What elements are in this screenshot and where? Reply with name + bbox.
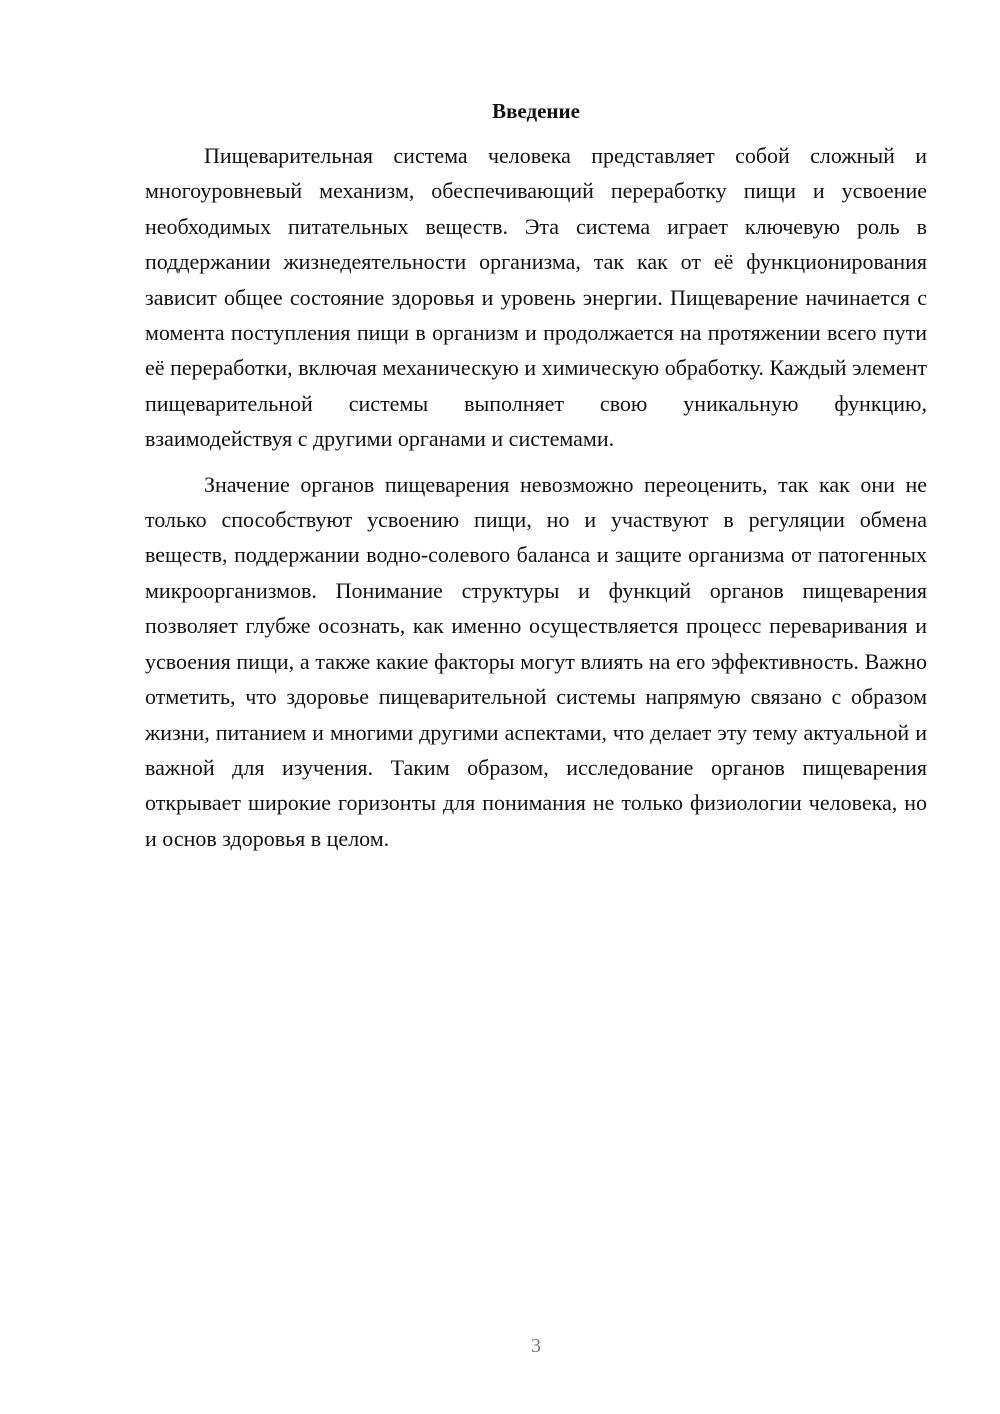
- section-heading: Введение: [492, 99, 580, 123]
- page-number: 3: [531, 1335, 541, 1357]
- paragraph-1: Пищеварительная система человека представляет собой сложный и многоуровневый механизм, обеспечивающий переработку пищи и усвоение необходимых питательных веществ. Эта система играет ключевую роль в поддержании жизнедеятельности организма, так как от её функционирования зависит общее состояние здоровья и уровень энергии. Пищеварение начинается с момента поступления пищи в организм и продолжается на протяжении всего пути её переработки, включая механическую и химическую обработку. Каждый элемент пищеварительной системы выполняет свою уникальную функцию, взаимодействуя с другими органами и системами.: [145, 143, 927, 452]
- page-content: [145, 96, 927, 856]
- paragraph-2: Значение органов пищеварения невозможно переоценить, так как они не только способствуют усвоению пищи, но и участвуют в регуляции обмена веществ, поддержании водно-солевого баланса и защите организма от патогенных микроорганизмов. Понимание структуры и функций органов пищеварения позволяет глубже осознать, как именно осуществляется процесс переваривания и усвоения пищи, а также какие факторы могут влиять на его эффективность. Важно отметить, что здоровье пищеварительной системы напрямую связано с образом жизни, питанием и многими другими аспектами, что делает эту тему актуальной и важной для изучения. Таким образом, исследование органов пищеварения открывает широкие горизонты для понимания не только физиологии человека, но и основ здоровья в целом.: [145, 471, 927, 851]
